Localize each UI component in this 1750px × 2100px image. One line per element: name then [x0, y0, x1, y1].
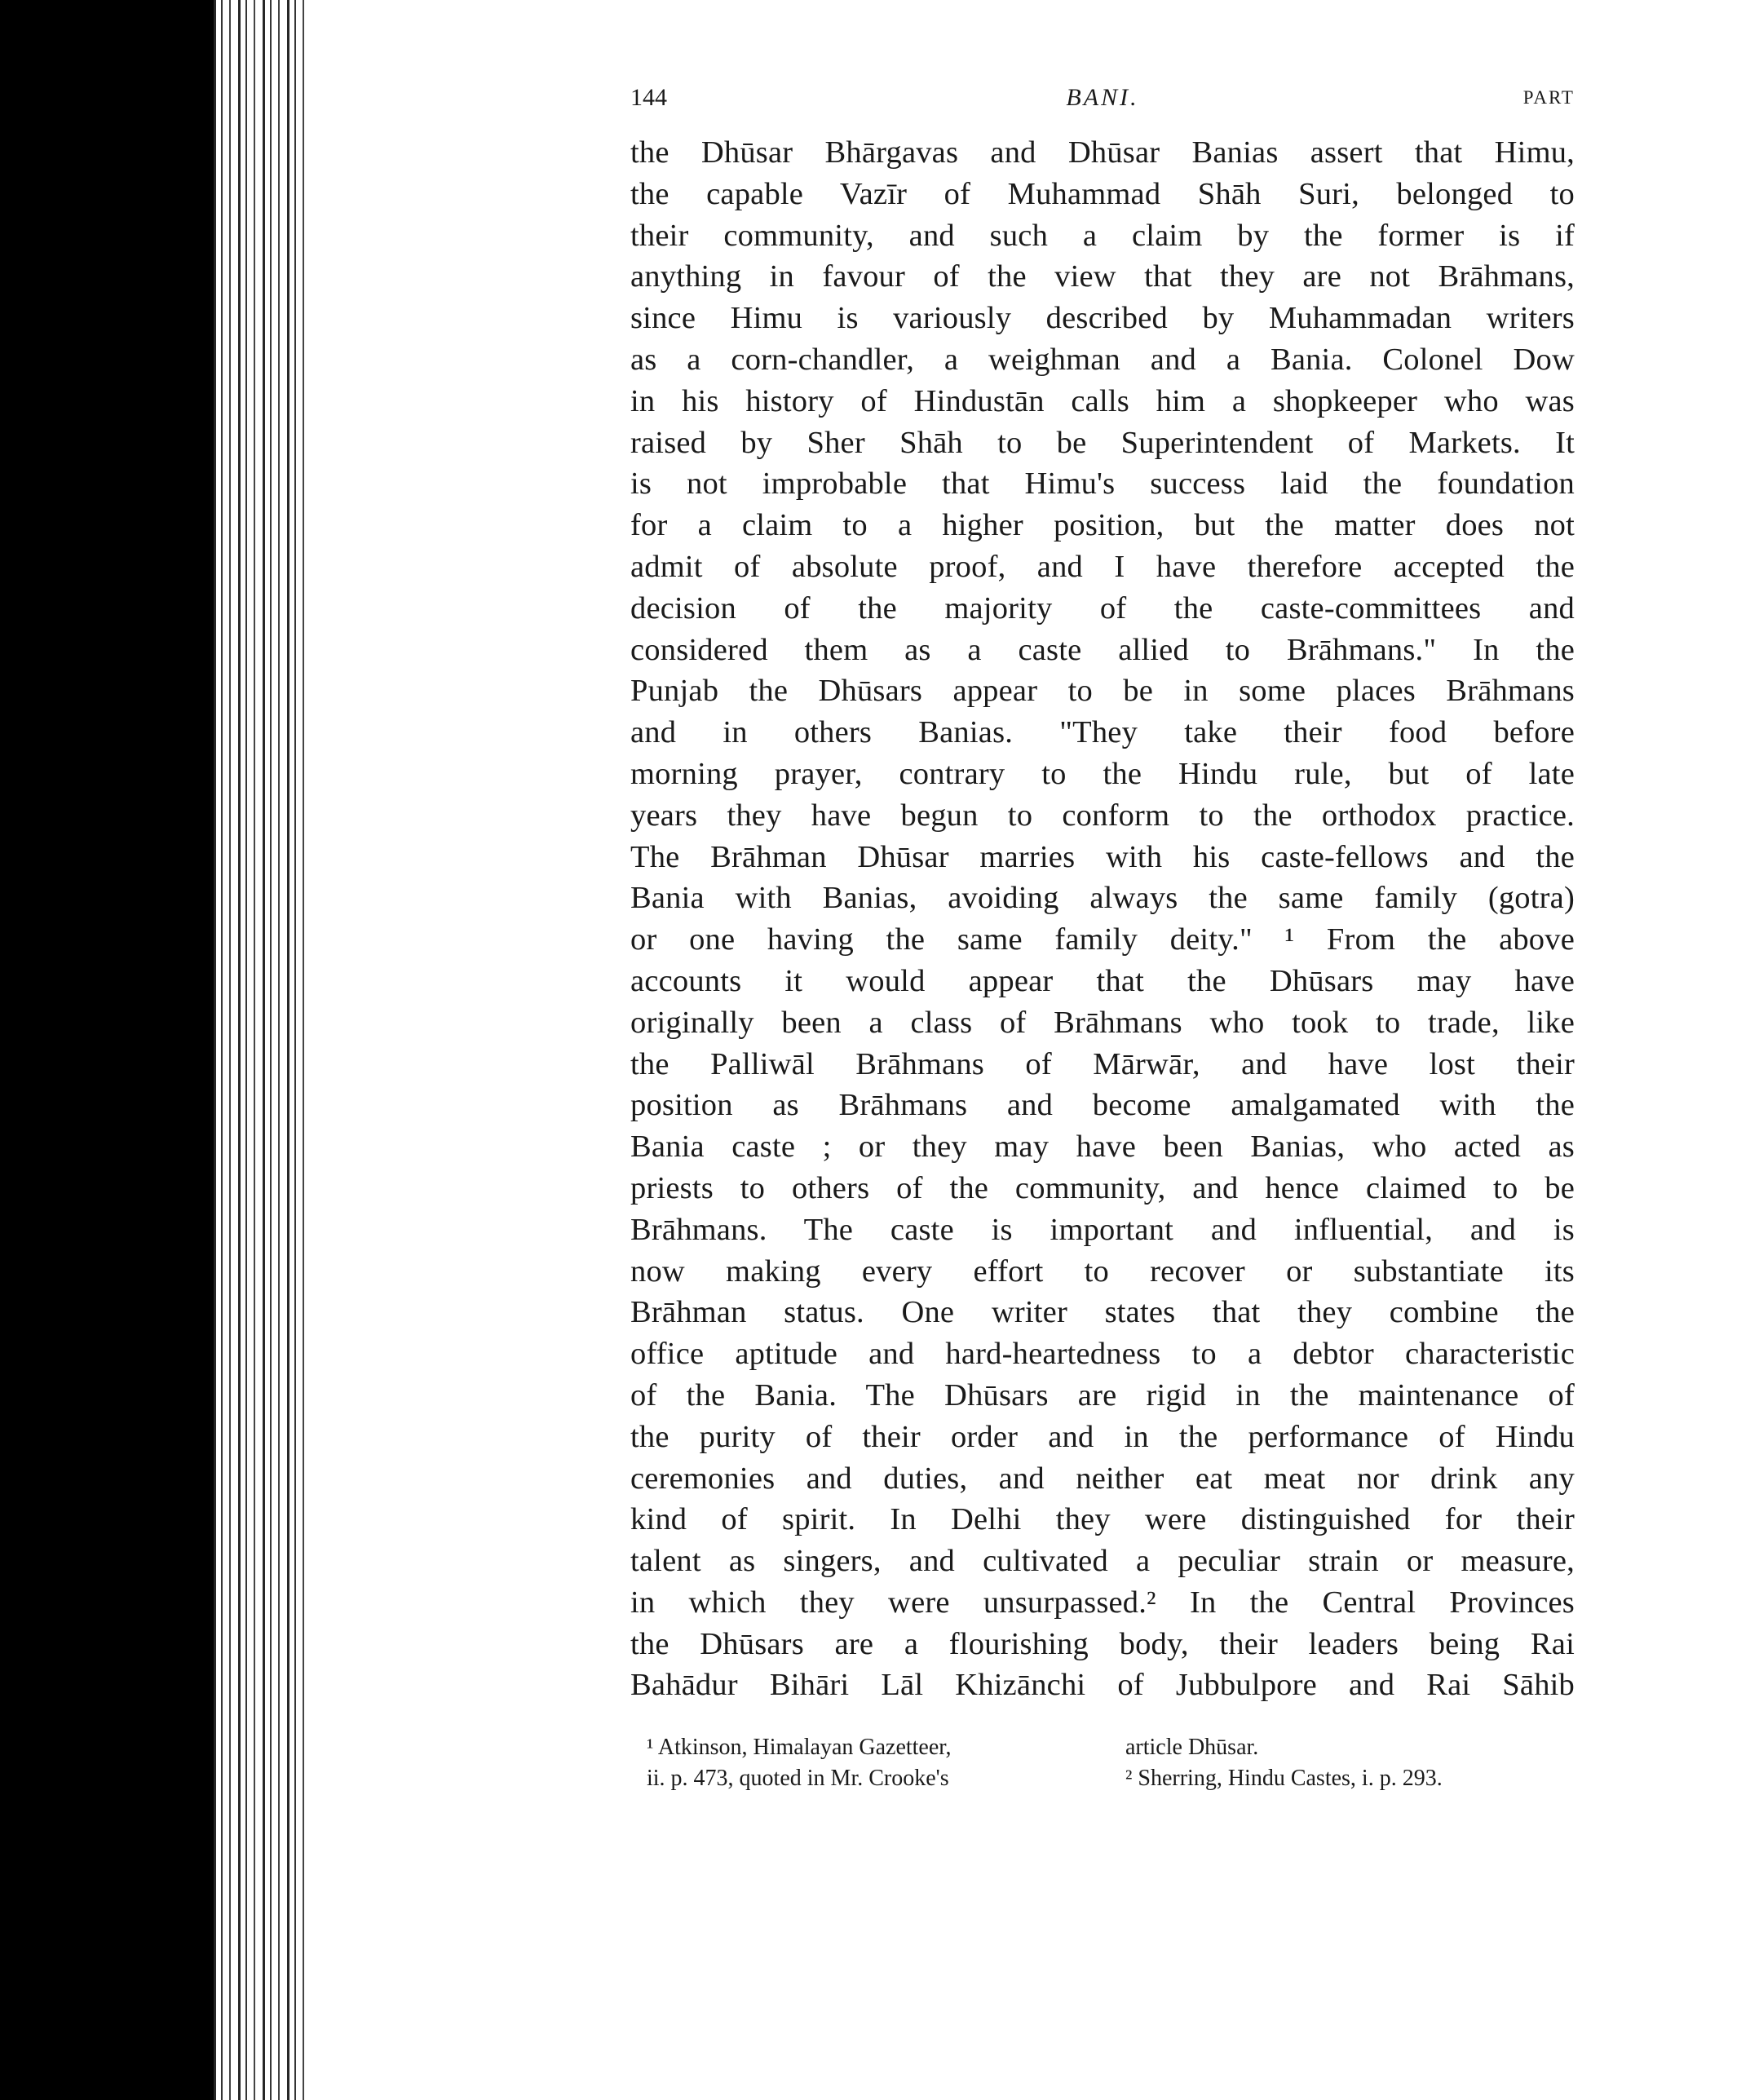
- text-line: now making every effort to recover or substantiate its: [630, 1253, 1575, 1289]
- text-line: office aptitude and hard-heartedness to a debtor characteristic: [630, 1337, 1575, 1372]
- text-line: originally been a class of Brāhmans who took to trade, like: [630, 1005, 1575, 1040]
- running-head: [630, 77, 1575, 119]
- text-line: or one having the same family deity." ¹ From the above: [630, 922, 1575, 957]
- footnote-column-left: [647, 1732, 1103, 1794]
- footnote-line: ² Sherring, Hindu Castes, i. p. 293.: [1125, 1766, 1443, 1792]
- text-line: the capable Vazīr of Muhammad Shāh Suri, belonged to: [630, 176, 1575, 211]
- text-line: ceremonies and duties, and neither eat meat nor drink any: [630, 1461, 1575, 1496]
- text-line: their community, and such a claim by the former is if: [630, 218, 1575, 253]
- text-line: raised by Sher Shāh to be Superintendent of Markets. It: [630, 425, 1575, 460]
- text-line: is not improbable that Himu's success laid the foundation: [630, 466, 1575, 502]
- book-page: [630, 77, 1575, 1792]
- part-label: PART: [1522, 87, 1575, 108]
- text-line: the purity of their order and in the performance of Hindu: [630, 1419, 1575, 1454]
- text-line: as a corn-chandler, a weighman and a Bania. Colonel Dow: [630, 342, 1575, 377]
- book-binding-shadow: [0, 0, 214, 2100]
- text-line: the Dhūsar Bhārgavas and Dhūsar Banias assert that Himu,: [630, 135, 1575, 170]
- text-line: and in others Banias. "They take their food before: [630, 715, 1575, 750]
- text-line: The Brāhman Dhūsar marries with his caste-fellows and the: [630, 839, 1575, 874]
- footnote-column-right: [1125, 1732, 1575, 1794]
- text-line: decision of the majority of the caste-committees and: [630, 590, 1575, 626]
- footnote-line: article Dhūsar.: [1125, 1735, 1259, 1761]
- text-line: anything in favour of the view that they are not Brāhmans,: [630, 259, 1575, 294]
- text-line: accounts it would appear that the Dhūsars may have: [630, 963, 1575, 998]
- text-line: for a claim to a higher position, but the matter does not: [630, 508, 1575, 543]
- running-title: BANI.: [1066, 84, 1139, 111]
- text-line: in his history of Hindustān calls him a shopkeeper who was: [630, 383, 1575, 418]
- text-line: Bania caste ; or they may have been Banias, who acted as: [630, 1130, 1575, 1165]
- text-line: the Palliwāl Brāhmans of Mārwār, and have lost their: [630, 1046, 1575, 1081]
- text-line: Brāhman status. One writer states that they combine the: [630, 1295, 1575, 1330]
- text-line: Bania with Banias, avoiding always the same family (gotra): [630, 881, 1575, 916]
- text-line: the Dhūsars are a flourishing body, their leaders being Rai: [630, 1626, 1575, 1661]
- footnote-line: ii. p. 473, quoted in Mr. Crooke's: [647, 1766, 949, 1792]
- text-line: Punjab the Dhūsars appear to be in some places Brāhmans: [630, 674, 1575, 709]
- page-edge-stripes: [214, 0, 312, 2100]
- page-number: 144: [630, 84, 667, 111]
- text-line: in which they were unsurpassed.² In the Central Provinces: [630, 1585, 1575, 1620]
- text-line: considered them as a caste allied to Brāhmans." In the: [630, 632, 1575, 667]
- text-line: admit of absolute proof, and I have therefore accepted the: [630, 549, 1575, 584]
- text-line: position as Brāhmans and become amalgamated with the: [630, 1088, 1575, 1123]
- text-line: morning prayer, contrary to the Hindu rule, but of late: [630, 756, 1575, 791]
- text-line: priests to others of the community, and hence claimed to be: [630, 1170, 1575, 1205]
- footnote-line: ¹ Atkinson, Himalayan Gazetteer,: [647, 1735, 952, 1761]
- body-text: [630, 132, 1575, 1706]
- text-line: since Himu is variously described by Muhammadan writers: [630, 301, 1575, 336]
- text-line: talent as singers, and cultivated a peculiar strain or measure,: [630, 1544, 1575, 1579]
- text-line: of the Bania. The Dhūsars are rigid in the maintenance of: [630, 1377, 1575, 1413]
- text-line: Brāhmans. The caste is important and influential, and is: [630, 1212, 1575, 1247]
- text-line: Bahādur Bihāri Lāl Khizānchi of Jubbulpore and Rai Sāhib: [630, 1668, 1575, 1703]
- text-line: kind of spirit. In Delhi they were distinguished for their: [630, 1502, 1575, 1537]
- text-line: years they have begun to conform to the orthodox practice.: [630, 798, 1575, 833]
